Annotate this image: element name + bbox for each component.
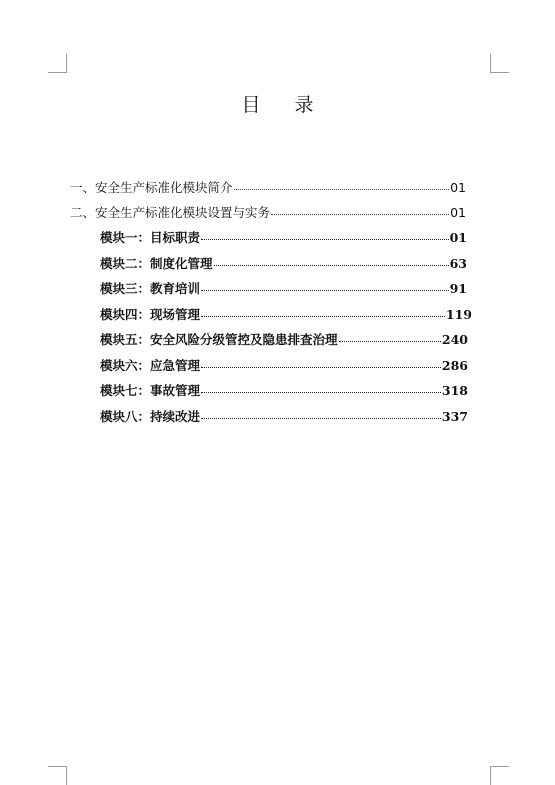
dot-leader [271,205,449,218]
crop-mark-top-right [490,54,509,73]
toc-module-entry[interactable] [100,407,468,425]
toc-module-entry[interactable] [100,279,467,297]
toc-entry-label: 模块六：应急管理 [100,358,201,373]
dot-leader [201,409,441,422]
toc-entry-label: 一、安全生产标准化模块简介 [70,180,233,195]
dot-leader [339,332,441,345]
toc-entry-page: 01 [450,180,466,195]
toc-entry-label: 模块四：现场管理 [100,307,201,322]
toc-entry-page: 01 [450,205,466,220]
toc-module-entry[interactable] [100,330,468,348]
toc-entry-page: 318 [441,383,468,398]
toc-entry-page: 240 [441,332,468,347]
toc-entry-page: 91 [449,281,467,296]
dot-leader [201,307,445,320]
toc-entry-label: 二、安全生产标准化模块设置与实务 [70,205,271,220]
toc-entry-page: 119 [445,307,472,322]
toc-section-entry[interactable] [70,203,466,221]
toc-module-entry[interactable] [100,254,467,272]
dot-leader [201,230,449,243]
toc-entry-page: 286 [441,358,468,373]
dot-leader [234,180,450,193]
crop-mark-bottom-left [48,766,67,785]
dot-leader [201,383,441,396]
dot-leader [214,256,449,269]
dot-leader [201,281,449,294]
toc-entry-label: 模块三：教育培训 [100,281,201,296]
toc-entry-label: 模块五：安全风险分级管控及隐患排查治理 [100,332,338,347]
crop-mark-bottom-right [490,766,509,785]
crop-mark-top-left [48,54,67,73]
toc-module-entry[interactable] [100,381,468,399]
toc-module-entry[interactable] [100,305,472,323]
toc-section-entry[interactable] [70,178,466,196]
toc-module-entry[interactable] [100,356,468,374]
toc-entry-label: 模块七：事故管理 [100,383,201,398]
toc-entry-page: 01 [449,230,467,245]
toc-entry-label: 模块一：目标职责 [100,230,201,245]
page-title: 目 录 [241,94,328,116]
toc-entry-label: 模块二：制度化管理 [100,256,213,271]
dot-leader [201,358,441,371]
toc-entry-page: 337 [441,409,468,424]
toc-module-entry[interactable] [100,228,467,246]
toc-entry-page: 63 [449,256,467,271]
toc-entry-label: 模块八：持续改进 [100,409,201,424]
